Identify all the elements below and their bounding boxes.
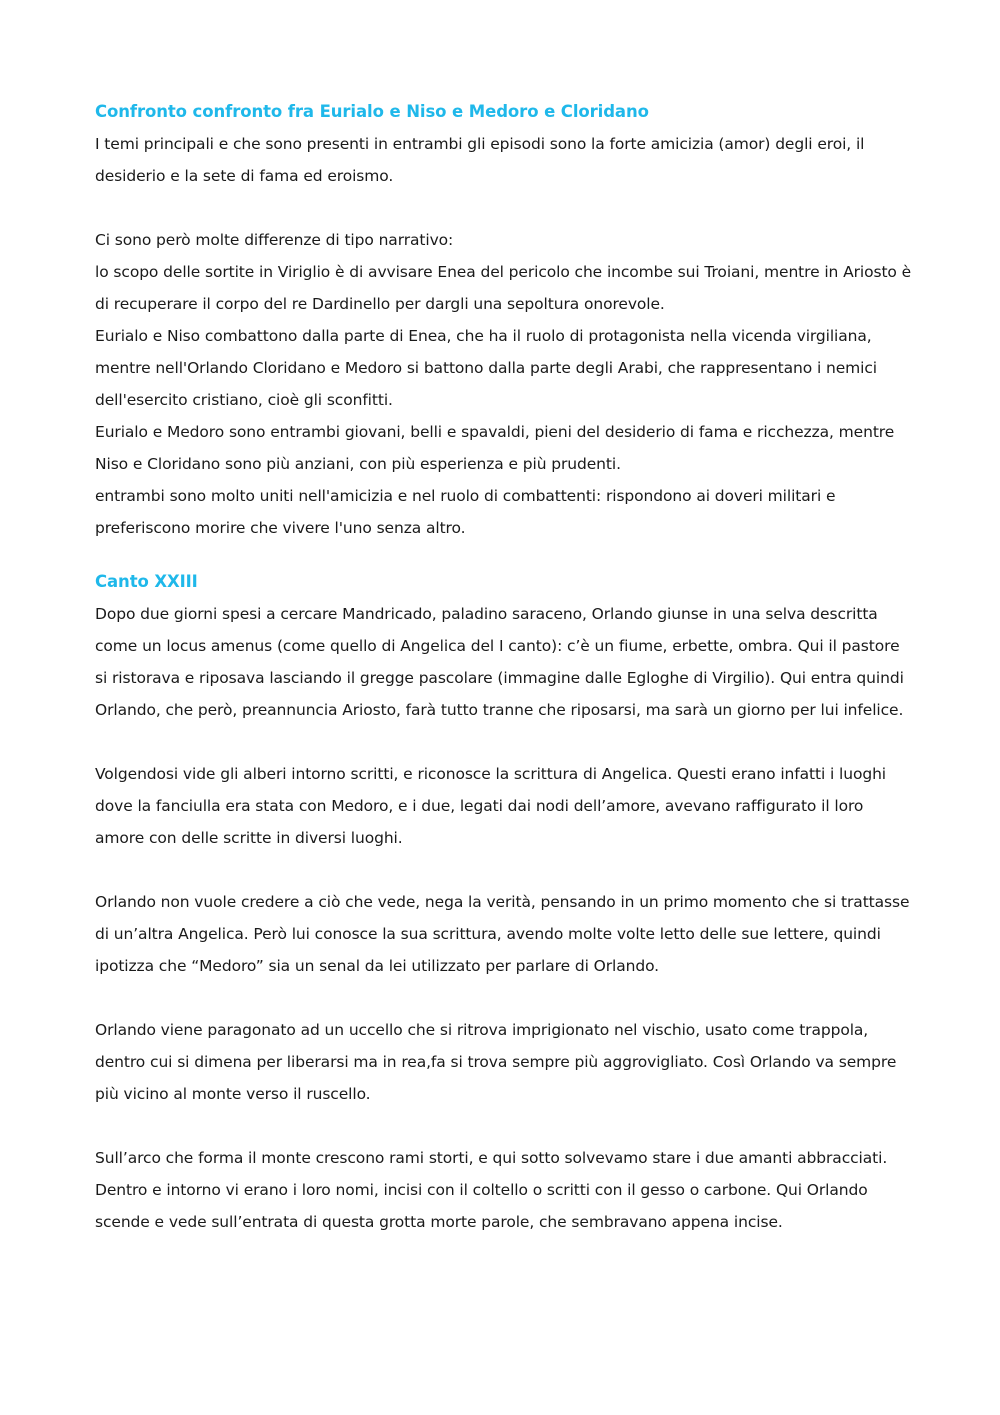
document-page bbox=[95, 96, 915, 1238]
section-heading-confronto: Confronto confronto fra Eurialo e Niso e Medoro e Cloridano bbox=[95, 102, 649, 121]
paragraph-selva: Dopo due giorni spesi a cercare Mandricado, paladino saraceno, Orlando giunse in una selva descritta come un locus amenus (come quello di Angelica del I canto): c’è un fiume, erbette, ombra. Qui il pastore si ristorava e riposava lasciando il gregge pascolare (immagine dalle Egloghe di Virgilio). Qui entra quindi Orlando, che però, preannuncia Ariosto, farà tutto tranne che riposarsi, ma sarà un giorno per lui infelice. bbox=[95, 605, 904, 719]
paragraph-verita: Orlando non vuole credere a ciò che vede, nega la verità, pensando in un primo momento che si trattasse di un’altra Angelica. Però lui conosce la sua scrittura, avendo molte volte letto delle sue lettere, quindi ipotizza che “Medoro” sia un senal da lei utilizzato per parlare di Orlando. bbox=[95, 893, 910, 975]
paragraph-temi: I temi principali e che sono presenti in entrambi gli episodi sono la forte amicizia (amor) degli eroi, il desiderio e la sete di fama ed eroismo. bbox=[95, 135, 865, 185]
paragraph-spacer bbox=[95, 982, 915, 1014]
paragraph-spacer bbox=[95, 854, 915, 886]
paragraph-grotta: Sull’arco che forma il monte crescono rami storti, e qui sotto solvevamo stare i due amanti abbracciati. Dentro e intorno vi erano i loro nomi, incisi con il coltello o scritti con il gesso o carbone. Qui Orlando scende e vede sull’entrata di questa grotta morte parole, che sembravano appena incise. bbox=[95, 1149, 888, 1231]
paragraph-spacer bbox=[95, 192, 915, 224]
paragraph-uccello: Orlando viene paragonato ad un uccello che si ritrova imprigionato nel vischio, usato come trappola, dentro cui si dimena per liberarsi ma in rea,fa si trova sempre più aggrovigliato. Così Orlando va sempre più vicino al monte verso il ruscello. bbox=[95, 1021, 897, 1103]
paragraph-alberi: Volgendosi vide gli alberi intorno scritti, e riconosce la scrittura di Angelica. Questi erano infatti i luoghi dove la fanciulla era stata con Medoro, e i due, legati dai nodi dell’amore, avevano raffigurato il loro amore con delle scritte in diversi luoghi. bbox=[95, 765, 887, 847]
paragraph-eta: Eurialo e Medoro sono entrambi giovani, belli e spavaldi, pieni del desiderio di fama e ricchezza, mentre Niso e Cloridano sono più anziani, con più esperienza e più prudenti. bbox=[95, 423, 895, 473]
paragraph-amicizia: entrambi sono molto uniti nell'amicizia e nel ruolo di combattenti: rispondono ai doveri militari e preferiscono morire che vivere l'uno senza altro. bbox=[95, 487, 836, 537]
paragraph-parte: Eurialo e Niso combattono dalla parte di Enea, che ha il ruolo di protagonista nella vicenda virgiliana, mentre nell'Orlando Cloridano e Medoro si battono dalla parte degli Arabi, che rappresentano i nemici dell'esercito cristiano, cioè gli sconfitti. bbox=[95, 327, 877, 409]
paragraph-differenze: Ci sono però molte differenze di tipo narrativo: bbox=[95, 231, 454, 249]
section-spacer bbox=[95, 544, 915, 566]
paragraph-spacer bbox=[95, 726, 915, 758]
paragraph-spacer bbox=[95, 1110, 915, 1142]
section-heading-canto: Canto XXIII bbox=[95, 572, 198, 591]
paragraph-scopo: lo scopo delle sortite in Viriglio è di avvisare Enea del pericolo che incombe sui Troiani, mentre in Ariosto è di recuperare il corpo del re Dardinello per dargli una sepoltura onorevole. bbox=[95, 263, 912, 313]
